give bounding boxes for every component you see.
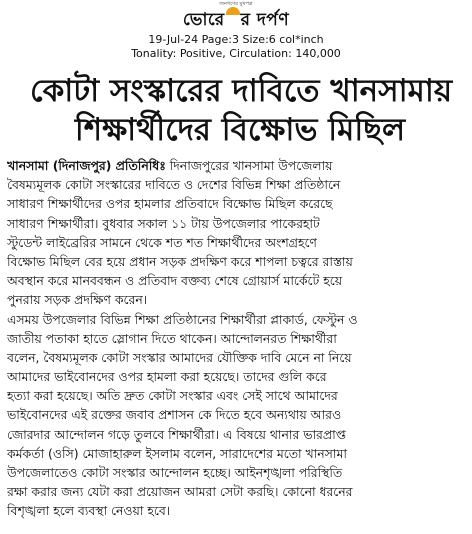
article-line: জোরদার আন্দোলন গড়ে তুলবে শিক্ষার্থীরা। এ বিষয়ে থানার ভারপ্রাপ্ত (7, 426, 346, 442)
clipping-meta-tonality: Tonality: Positive, Circulation: 140,000 (131, 47, 341, 60)
article-line: কর্মকর্তা (ওসি) মোজাহারুল ইসলাম বলেন, সারাদেশের মতো খানসামা (7, 445, 347, 461)
headline-line-1: কোটা সংস্কারের দাবিতে খানসামায় (30, 73, 453, 109)
article-line: পুনরায় সড়ক প্রদক্ষিণ করেন। (7, 292, 148, 308)
article-line: হত্যা করা হয়েছে। অতি দ্রুত কোটা সংস্কার এবং সেই সাথে আমাদের (7, 388, 338, 404)
article-line-text: দিনাজপুরের খানসামা উপজেলায় (165, 158, 333, 173)
logo-text-left: ভোরে (182, 10, 225, 30)
article-line: বিশৃঙ্খলা হলে ব্যবস্থা নেওয়া হবে। (7, 503, 171, 519)
article-line: রক্ষা করার জন্য যেটা করা প্রয়োজন আমরা সেটা করছি। কোনো ধরনের (7, 484, 353, 500)
article-line: জাতীয় পতাকা হাতে স্লোগান দিতে থাকেন। আন্দোলনরত শিক্ষার্থীরা (7, 330, 337, 346)
logo-text-right: র দর্পণ (240, 10, 290, 30)
article-line: সাধারণ শিক্ষার্থীরা। বুধবার সকাল ১১ টায় উপজেলার পাকেরহাট (7, 215, 320, 231)
sun-icon (226, 7, 240, 15)
article-body (7, 156, 465, 521)
article-line: বিক্ষোভ মিছিল বের হয়ে প্রধান সড়ক প্রদক্ষিণ করে শাপলা চত্বরে রাস্তায় (7, 253, 353, 269)
article-line: অবস্থান করে মানববন্ধন ও প্রতিবাদ বক্তব্য শেষে গ্রোয়ার্স মার্কেটে হয়ে (7, 273, 343, 289)
headline-line-2: শিক্ষার্থীদের বিক্ষোভ মিছিল (74, 112, 406, 148)
masthead-tagline: জনগণের মুখপত্র (219, 1, 253, 7)
article-line: সাধারণ শিক্ষার্থীদের ওপর হামলার প্রতিবাদে বিক্ষোভ মিছিল করেছে (7, 196, 333, 212)
article-headline (30, 72, 453, 150)
article-line: আমাদের ভাইবোনদের ওপর হামলা করা হয়েছে। তাদের গুলি করে (7, 369, 327, 385)
article-line: বলেন, বৈষম্যমূলক কোটা সংস্কার আমাদের যৌক্তিক দাবি মেনে না নিয়ে (7, 349, 352, 365)
article-line: স্টুডেন্ট লাইব্রেরির সামনে থেকে শত শত শিক্ষার্থীদের অংশগ্রহণে (7, 234, 317, 250)
clipping-meta-date-page: 19-Jul-24 Page:3 Size:6 col*inch (148, 33, 324, 46)
newspaper-logo (0, 7, 472, 35)
article-line: উপজেলাতেও কোটা সংস্কার আন্দোলন হচ্ছে। আইনশৃঙ্খলা পরিস্থিতি (7, 465, 343, 480)
masthead (0, 0, 472, 70)
article-dateline: খানসামা (দিনাজপুর) প্রতিনিধিঃ (7, 158, 166, 173)
article-line (7, 156, 465, 175)
article-line: ভাইবোনদের এই রক্তের জবাব প্রশাসন কে দিতে হবে অন্যথায় আরও (7, 407, 342, 423)
article-line: এসময় উপজেলার বিভিন্ন শিক্ষা প্রতিষ্ঠানের শিক্ষার্থীরা প্লাকার্ড, ফেস্টুন ও (7, 311, 358, 327)
article-line: বৈষম্যমূলক কোটা সংস্কারের দাবিতে ও দেশের বিভিন্ন শিক্ষা প্রতিষ্ঠানে (7, 177, 341, 193)
